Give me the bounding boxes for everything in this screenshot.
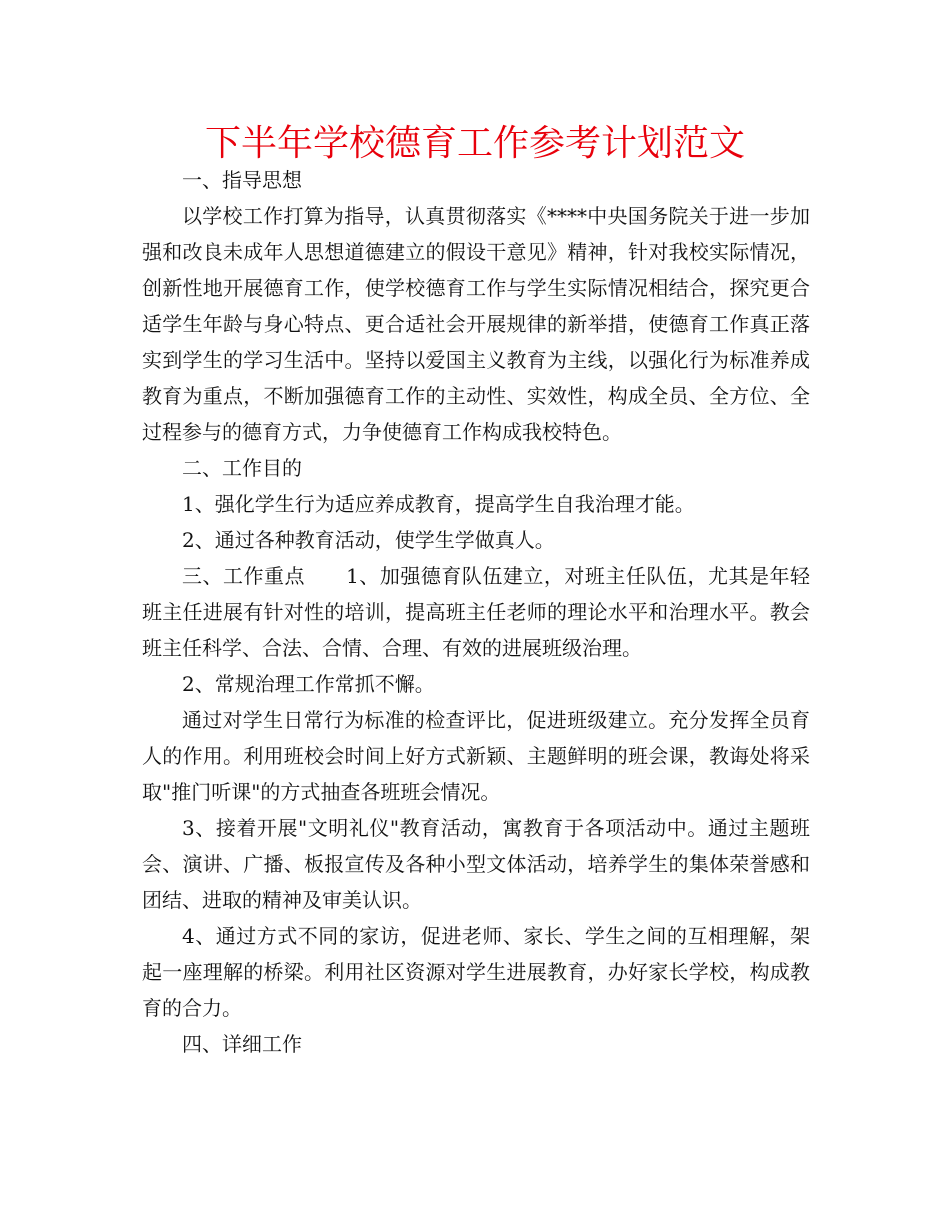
focus-item-3: 3、接着开展"文明礼仪"教育活动，寓教育于各项活动中。通过主题班会、演讲、广播、板报宣传及各种小型文体活动，培养学生的集体荣誉感和团结、进取的精神及审美认识。 [142, 816, 810, 912]
focus-item-4: 4、通过方式不同的家访，促进老师、家长、学生之间的互相理解，架起一座理解的桥梁。利用社区资源对学生进展教育，办好家长学校，构成教育的合力。 [142, 924, 810, 1020]
goal-item-2: 2、通过各种教育活动，使学生学做真人。 [182, 528, 555, 552]
heading-detailed-work: 四、详细工作 [182, 1032, 302, 1056]
heading-work-goals: 二、工作目的 [182, 456, 302, 480]
heading-work-focus: 三、工作重点 1、加强德育队伍建立，对班主任队伍，尤其是年轻班主任进展有针对性的培训，提高班主任老师的理论水平和治理水平。教会班主任科学、合法、合情、合理、有效的进展班级治理。 [142, 564, 810, 660]
paragraph-guiding-ideology: 以学校工作打算为指导，认真贯彻落实《****中央国务院关于进一步加强和改良未成年人思想道德建立的假设干意见》精神，针对我校实际情况，创新性地开展德育工作，使学校德育工作与学生实际情况相结合，探究更合适学生年龄与身心特点、更合适社会开展规律的新举措，使德育工作真正落实到学生的学习生活中。坚持以爱国主义教育为主线，以强化行为标准养成教育为重点，不断加强德育工作的主动性、实效性，构成全员、全方位、全过程参与的德育方式，力争使德育工作构成我校特色。 [142, 204, 810, 444]
document-title: 下半年学校德育工作参考计划范文 [204, 123, 745, 164]
focus-item-2: 2、常规治理工作常抓不懈。 [182, 672, 435, 696]
goal-item-1: 1、强化学生行为适应养成教育，提高学生自我治理才能。 [182, 492, 695, 516]
paragraph-routine-management: 通过对学生日常行为标准的检查评比，促进班级建立。充分发挥全员育人的作用。利用班校会时间上好方式新颖、主题鲜明的班会课，教诲处将采取"推门听课"的方式抽查各班班会情况。 [142, 708, 810, 804]
document-body [142, 162, 810, 1062]
heading-guiding-ideology: 一、指导思想 [182, 168, 302, 192]
